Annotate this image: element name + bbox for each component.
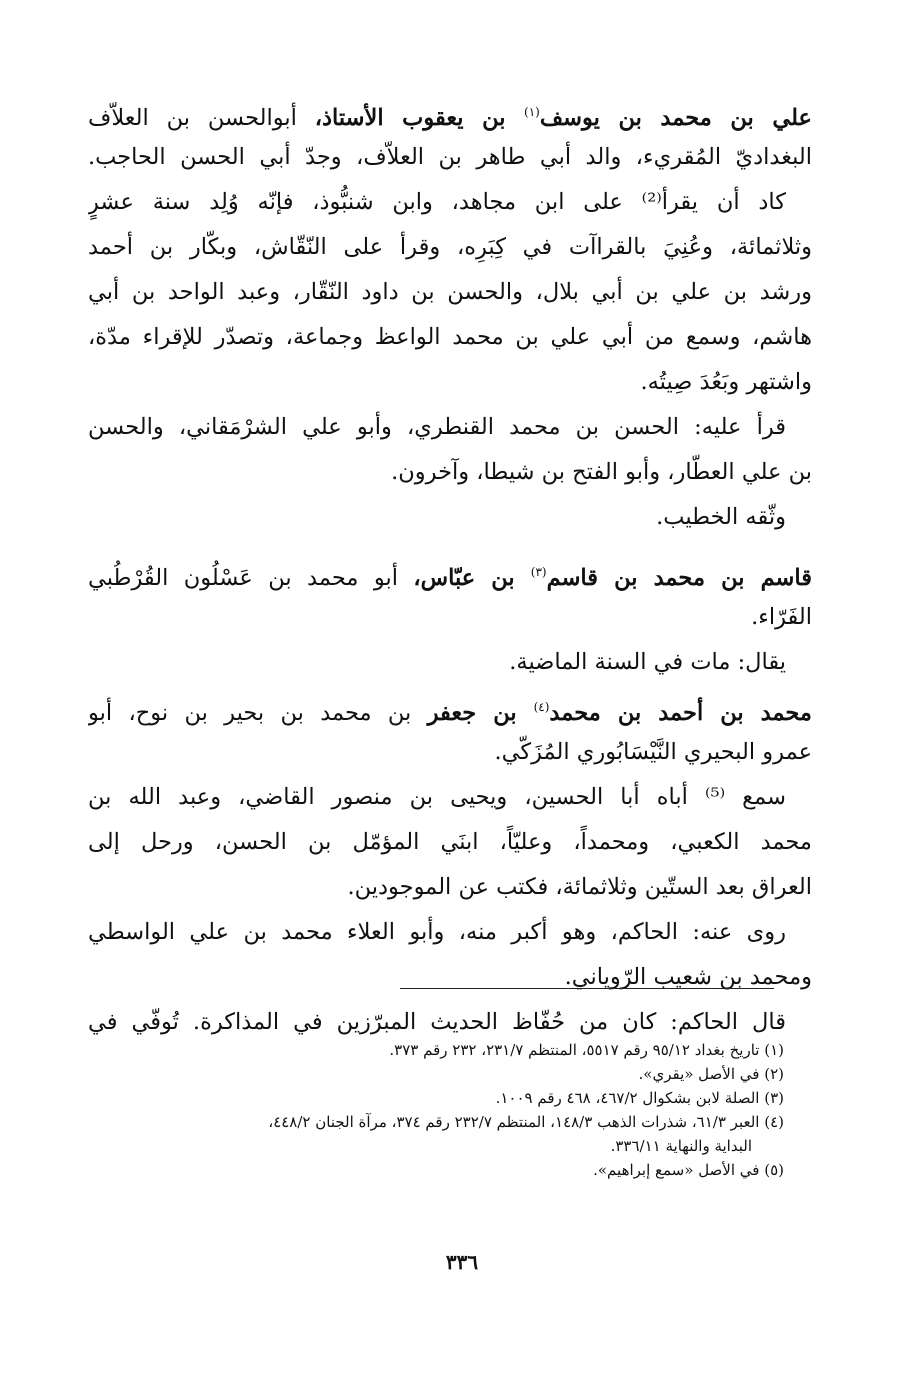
text-line: واشتهر وبَعُدَ صِيتُه. — [640, 369, 812, 395]
text-line: سمع ⁽⁵⁾ أباه أبا الحسين، ويحيى بن منصور القاضي، وعبد الله بن — [88, 784, 787, 810]
footnote-ref: (٤) — [533, 700, 550, 714]
text-line: العراق بعد الستّين وثلاثمائة، فكتب عن الموجودين. — [347, 874, 812, 900]
text-line: كاد أن يقرأ⁽²⁾ على ابن مجاهد، وابن شنبُّوذ، فإنّه وُلِد سنة عشرٍ — [88, 189, 786, 215]
text-line: وثلاثمائة، وعُنِيَ بالقراآت في كِبَرِه، وقرأ على النّقّاش، وبكّار بن أحمد — [88, 234, 812, 260]
text-line: البغداديّ المُقريء، والد أبي طاهر بن العلاّف، وجدّ أبي الحسن الحاجب. — [88, 144, 812, 170]
text-line: قال الحاكم: كان من حُفّاظ الحديث المبرّزين في المذاكرة. تُوفّي في — [88, 1009, 786, 1035]
text-line: ومحمد بن شعيب الرّوياني. — [564, 964, 812, 990]
page-number: ٣٣٦ — [445, 1250, 479, 1274]
entry-heading — [88, 685, 812, 730]
footnote-divider — [400, 988, 774, 989]
text-line: الفَرّاء. — [751, 604, 812, 630]
text-line: عمرو البحيري النَّيْسَابُوري المُزَكّي. — [494, 739, 812, 765]
text-line: روى عنه: الحاكم، وهو أكبر منه، وأبو العلاء محمد بن علي الواسطي — [88, 919, 786, 945]
entry-heading — [88, 550, 812, 595]
entry-heading — [88, 90, 812, 135]
text-line: يقال: مات في السنة الماضية. — [509, 649, 786, 675]
text-line: قرأ عليه: الحسن بن محمد القنطري، وأبو علي الشرْمَقاني، والحسن — [88, 414, 786, 440]
entry-name-cont: بن جعفر — [427, 700, 534, 726]
text-line: بن علي العطّار، وأبو الفتح بن شيطا، وآخرون. — [391, 459, 812, 485]
footnote-ref: (١) — [524, 105, 540, 119]
entry-name: قاسم بن محمد بن قاسم — [546, 565, 812, 591]
footnote: (٥) في الأصل «سمع إبراهيم». — [593, 1161, 784, 1179]
footnote: (١) تاريخ بغداد ٩٥/١٢ رقم ٥٥١٧، المنتظم ٢٣١/٧، ٢٣٢ رقم ٣٧٣. — [389, 1041, 784, 1059]
footnote: (٢) في الأصل «يقري». — [638, 1065, 784, 1083]
footnote-continuation: البداية والنهاية ٣٣٦/١١. — [610, 1137, 752, 1155]
page-body — [88, 90, 812, 1045]
entry-name: علي بن محمد بن يوسف — [539, 105, 812, 131]
entry-kunya: بن محمد بن بحير بن نوح، أبو — [88, 700, 428, 726]
text-line: وثّقه الخطيب. — [656, 504, 786, 530]
footnote-ref: (٣) — [530, 565, 547, 579]
entry-name: محمد بن أحمد بن محمد — [549, 700, 812, 726]
text-line: هاشم، وسمع من أبي علي بن محمد الواعظ وجماعة، وتصدّر للإقراء مدّة، — [88, 324, 812, 350]
footnote: (٣) الصلة لابن بشكوال ٤٦٧/٢، ٤٦٨ رقم ١٠٠٩. — [495, 1089, 784, 1107]
entry-name-cont: بن عبّاس، — [413, 565, 531, 591]
entry-kunya: أبوالحسن بن العلاّف — [88, 105, 315, 131]
text-line: محمد الكعبي، ومحمداً، وعليّاً، ابنَي المؤمّل بن الحسن، ورحل إلى — [88, 829, 812, 855]
text-line: ورشد بن علي بن أبي بلال، والحسن بن داود النّقّار، وعبد الواحد بن أبي — [88, 279, 812, 305]
footnotes — [268, 1038, 784, 1182]
entry-name-cont: بن يعقوب الأستاذ، — [314, 105, 525, 131]
entry-kunya: أبو محمد بن عَسْلُون القُرْطُبي — [88, 565, 414, 591]
footnote: (٤) العبر ٦١/٣، شذرات الذهب ١٤٨/٣، المنتظم ٢٣٢/٧ رقم ٣٧٤، مرآة الجنان ٤٤٨/٢، — [268, 1113, 784, 1131]
